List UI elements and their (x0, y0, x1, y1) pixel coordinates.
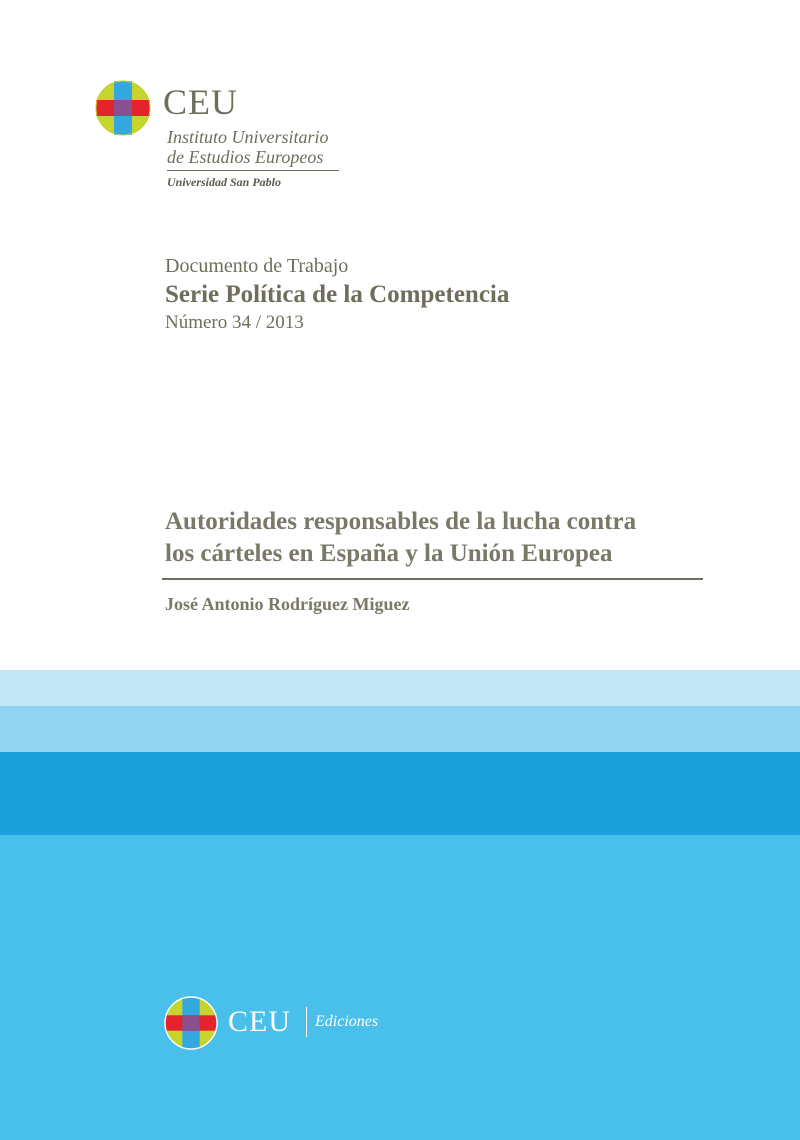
imprint-name: Ediciones (315, 1013, 379, 1030)
ceu-emblem-icon (95, 80, 151, 136)
author-name: José Antonio Rodríguez Miguez (165, 594, 410, 614)
title-line-2: los cárteles en España y la Unión Europea (165, 540, 613, 567)
ceu-emblem-icon (164, 996, 218, 1050)
decorative-band-light (0, 706, 800, 752)
issue-number: Número 34 / 2013 (165, 312, 304, 333)
institute-name-line2: de Estudios Europeos (167, 147, 324, 167)
institute-divider (167, 170, 339, 171)
footer-brand-name: CEU (228, 1005, 291, 1038)
document-title (165, 506, 705, 570)
decorative-band-lightest (0, 670, 800, 706)
university-name: Universidad San Pablo (167, 175, 282, 189)
footer-divider (306, 1007, 307, 1037)
institute-name-line1: Instituto Universitario (167, 127, 329, 147)
document-type: Documento de Trabajo (165, 255, 349, 277)
brand-name: CEU (163, 82, 238, 122)
series-name: Serie Política de la Competencia (165, 281, 510, 308)
series-info (165, 256, 509, 332)
title-divider (162, 578, 703, 580)
decorative-band-dark (0, 752, 800, 835)
cover-background-band (0, 835, 800, 1140)
title-line-1: Autoridades responsables de la lucha contra (165, 508, 637, 535)
